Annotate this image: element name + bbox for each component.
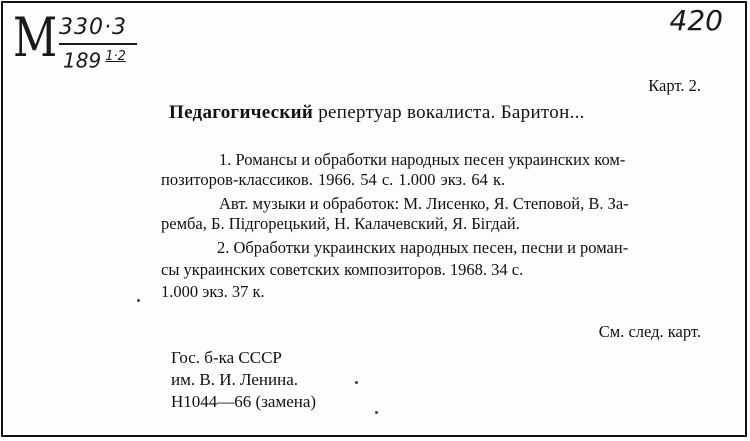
- body-line: 1. Романсы и обработки народных песен украинских ком-: [219, 150, 626, 169]
- card-title-bold: Педагогический: [169, 102, 314, 123]
- shelfmark-rule: [59, 43, 137, 45]
- body-line: Авт. музыки и обработок: М. Лисенко, Я. Степовой, В. За-: [219, 194, 629, 213]
- ink-speck: [375, 411, 378, 414]
- shelfmark-bottom-number: 189: [63, 48, 102, 73]
- library-line: Гос. б-ка СССР: [171, 348, 282, 367]
- continuation-note: См. след. карт.: [598, 322, 701, 341]
- body-line: сы украинских советских композиторов. 1968. 34 с.: [161, 260, 524, 279]
- card-number: Карт. 2.: [648, 76, 701, 95]
- body-line: 1.000 экз. 37 к.: [161, 282, 265, 301]
- body-line: 2. Обработки украинских народных песен, песни и роман-: [217, 238, 629, 257]
- card-title-rest: репертуар вокалиста. Баритон...: [313, 102, 585, 123]
- body-line: позиторов-классиков. 1966. 54 с. 1.000 экз. 64 к.: [161, 170, 506, 189]
- catalog-card: [1, 1, 747, 437]
- shelfmark-bottom-sup: 1·2: [105, 49, 126, 64]
- ink-speck: [137, 299, 140, 302]
- body-line: ремба, Б. Підгорецький, Н. Калачевский, Я. Бігдай.: [161, 214, 520, 233]
- card-title: [169, 102, 585, 124]
- page-number: 420: [669, 4, 723, 37]
- shelfmark-bottom: [63, 47, 126, 71]
- shelfmark-top: 330·3: [59, 15, 127, 40]
- library-line: им. В. И. Ленина.: [171, 370, 299, 389]
- ink-speck: [355, 381, 358, 384]
- shelfmark-letter: М: [13, 6, 58, 69]
- library-line: Н1044—66 (замена): [171, 392, 317, 411]
